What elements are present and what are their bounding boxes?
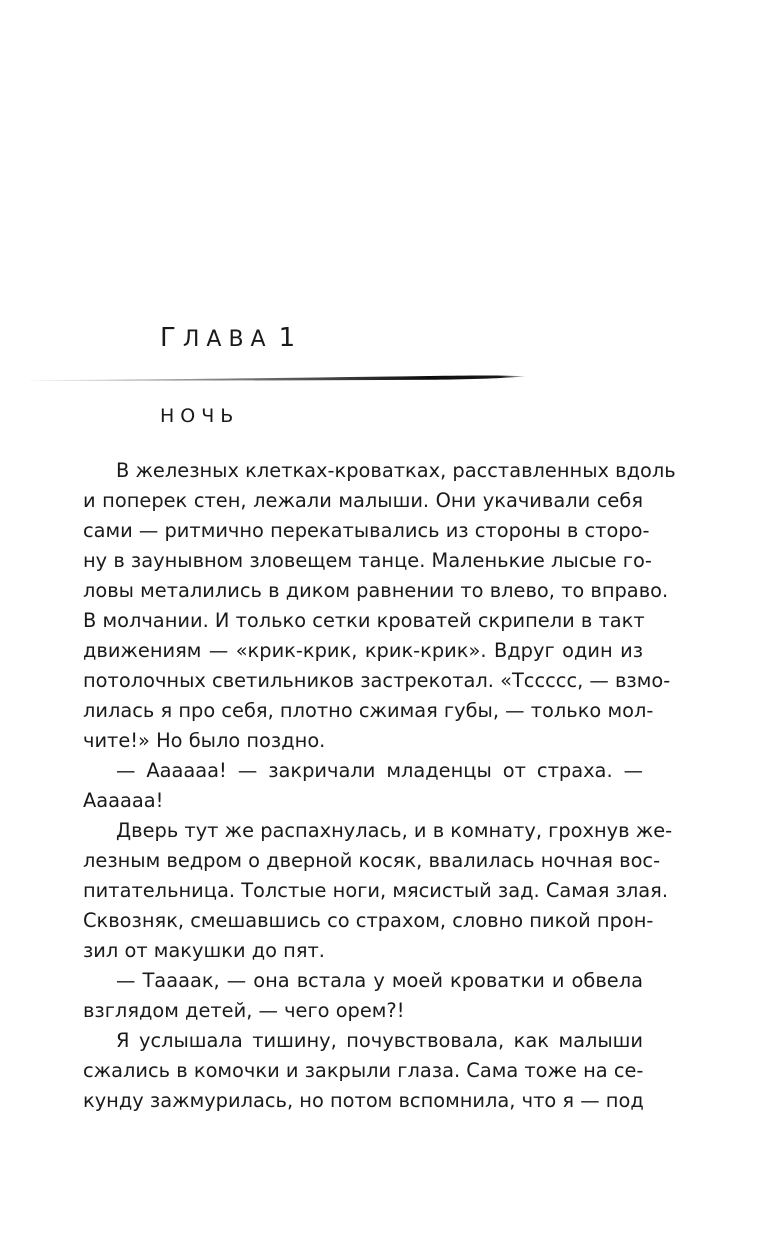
- text-line: потолочных светильников застрекотал. «Тсссcс, — взмо-: [83, 669, 671, 692]
- chapter-subtitle: НОЧЬ: [160, 405, 240, 427]
- text-line: Дверь тут же распахнулась, и в комнату, грохнув же-: [116, 819, 673, 842]
- text-line: лилась я про себя, плотно сжимая губы, — только мол-: [83, 699, 654, 722]
- text-line: — Тaaaак, — она встала у моей кроватки и обвела: [116, 969, 643, 992]
- text-line: Аааааа!: [83, 789, 164, 812]
- chapter-number: 1: [278, 323, 296, 353]
- text-line: кунду зажмурилась, но потом вспомнила, что я — под: [83, 1089, 644, 1112]
- text-line: лезным ведром о дверной косяк, ввалилась ночная вос-: [83, 849, 661, 872]
- text-line: ловы металились в диком равнении то влево, то вправо.: [83, 579, 669, 602]
- text-line: чите!» Но было поздно.: [83, 729, 326, 752]
- body-text: [83, 456, 676, 1116]
- text-line: ну в заунывном зловещем танце. Маленькие лысые го-: [83, 549, 652, 572]
- chapter-label-initial: Г: [160, 323, 183, 353]
- chapter-label-rest: ЛАВА: [182, 327, 273, 352]
- chapter-heading: [160, 323, 295, 353]
- text-line: сами — ритмично перекатывались из стороны в сторо-: [83, 519, 650, 542]
- chapter-label: [160, 323, 273, 353]
- text-line: — Аааааа! — закричали младенцы от страха. —: [116, 759, 643, 782]
- chapter-divider-brushstroke: [30, 373, 526, 383]
- text-line: сжались в комочки и закрыли глаза. Сама тоже на се-: [83, 1059, 644, 1082]
- text-line: питательница. Толстые ноги, мясистый зад. Самая злая.: [83, 879, 669, 902]
- text-line: движениям — «крик-крик, крик-крик». Вдруг один из: [83, 639, 643, 662]
- text-line: Сквозняк, смешавшись со страхом, словно пикой прон-: [83, 909, 654, 932]
- text-line: взглядом детей, — чего орем?!: [83, 999, 405, 1022]
- text-line: Я услышала тишину, почувствовала, как малыши: [116, 1029, 643, 1052]
- text-line: и поперек стен, лежали малыши. Они укачивали себя: [83, 489, 643, 512]
- text-line: зил от макушки до пят.: [83, 939, 325, 962]
- text-line: В молчании. И только сетки кроватей скрипели в такт: [83, 609, 645, 632]
- text-line: В железных клетках-кроватках, расставленных вдоль: [116, 459, 676, 482]
